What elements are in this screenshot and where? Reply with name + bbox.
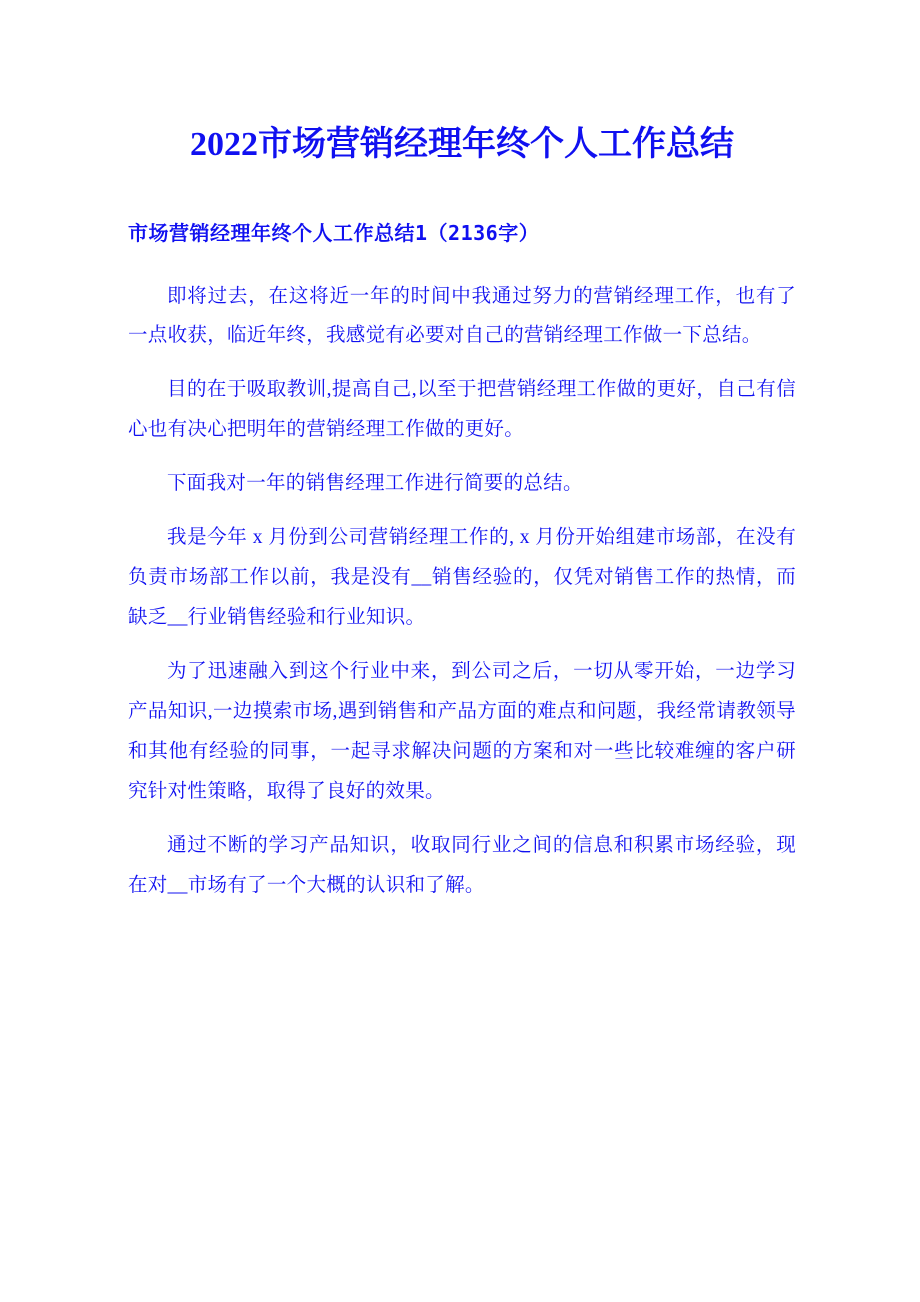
paragraph: 下面我对一年的销售经理工作进行简要的总结。	[167, 473, 583, 495]
page-title: 2022市场营销经理年终个人工作总结	[190, 126, 734, 163]
paragraph: 目的在于吸取教训,提高自己,以至于把营销经理工作做的更好，自己有信心也有决心把明年的营销经理工作做的更好。	[128, 379, 796, 441]
section-heading: 市场营销经理年终个人工作总结1（2136字）	[128, 220, 540, 245]
paragraph: 我是今年 x 月份到公司营销经理工作的, x 月份开始组建市场部，在没有负责市场部工作以前，我是没有__销售经验的，仅凭对销售工作的热情，而缺乏__行业销售经验和行业知识。	[128, 527, 796, 629]
paragraph: 为了迅速融入到这个行业中来，到公司之后，一切从零开始，一边学习产品知识,一边摸索市场,遇到销售和产品方面的难点和问题，我经常请教领导和其他有经验的同事，一起寻求解决问题的方案和对一些比较难缠的客户研究针对性策略，取得了良好的效果。	[128, 661, 796, 803]
document-content	[128, 124, 796, 920]
paragraph: 通过不断的学习产品知识，收取同行业之间的信息和积累市场经验，现在对__市场有了一个大概的认识和了解。	[128, 835, 796, 897]
paragraph: 即将过去，在这将近一年的时间中我通过努力的营销经理工作，也有了一点收获，临近年终，我感觉有必要对自己的营销经理工作做一下总结。	[128, 285, 796, 347]
